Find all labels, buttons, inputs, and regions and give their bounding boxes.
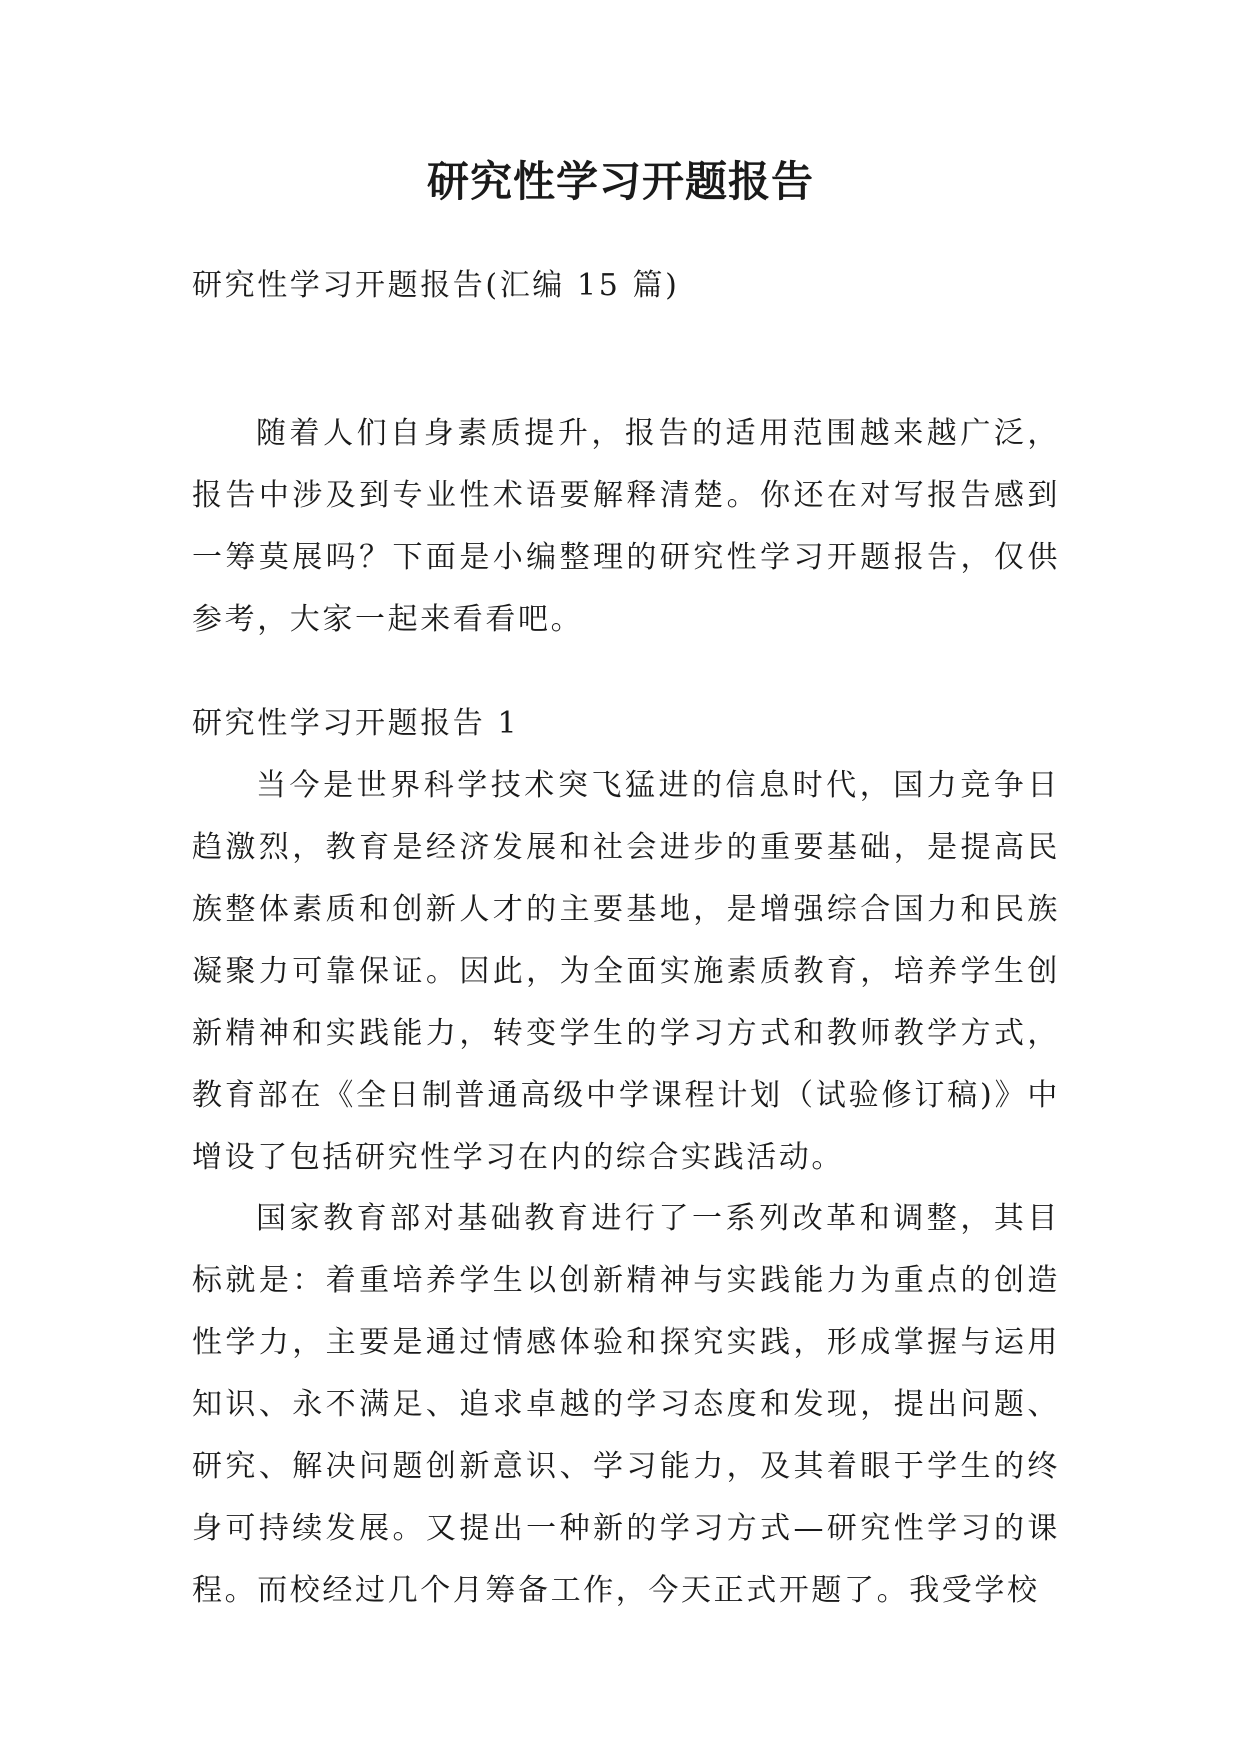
body-paragraph: 国家教育部对基础教育进行了一系列改革和调整，其目标就是：着重培养学生以创新精神与实践能力为重点的创造性学力，主要是通过情感体验和探究实践，形成掌握与运用知识、永不满足、追求卓越的学习态度和发现，提出问题、研究、解决问题创新意识、学习能力，及其着眼于学生的终身可持续发展。又提出一种新的学习方式—研究性学习的课程。而校经过几个月筹备工作，今天正式开题了。我受学校: [192, 1201, 1060, 1608]
document-title: 研究性学习开题报告: [426, 157, 814, 206]
body-paragraph: 当今是世界科学技术突飞猛进的信息时代，国力竞争日趋激烈，教育是经济发展和社会进步的重要基础，是提高民族整体素质和创新人才的主要基地，是增强综合国力和民族凝聚力可靠保证。因此，为全面实施素质教育，培养学生创新精神和实践能力，转变学生的学习方式和教师教学方式，教育部在《全日制普通高级中学课程计划（试验修订稿)》中增设了包括研究性学习在内的综合实践活动。: [192, 768, 1060, 1175]
section-heading: 研究性学习开题报告 1: [192, 706, 520, 741]
document-subtitle: 研究性学习开题报告(汇编 15 篇): [192, 268, 680, 303]
intro-paragraph: 随着人们自身素质提升，报告的适用范围越来越广泛，报告中涉及到专业性术语要解释清楚。你还在对写报告感到一筹莫展吗？下面是小编整理的研究性学习开题报告，仅供参考，大家一起来看看吧。: [192, 416, 1060, 637]
